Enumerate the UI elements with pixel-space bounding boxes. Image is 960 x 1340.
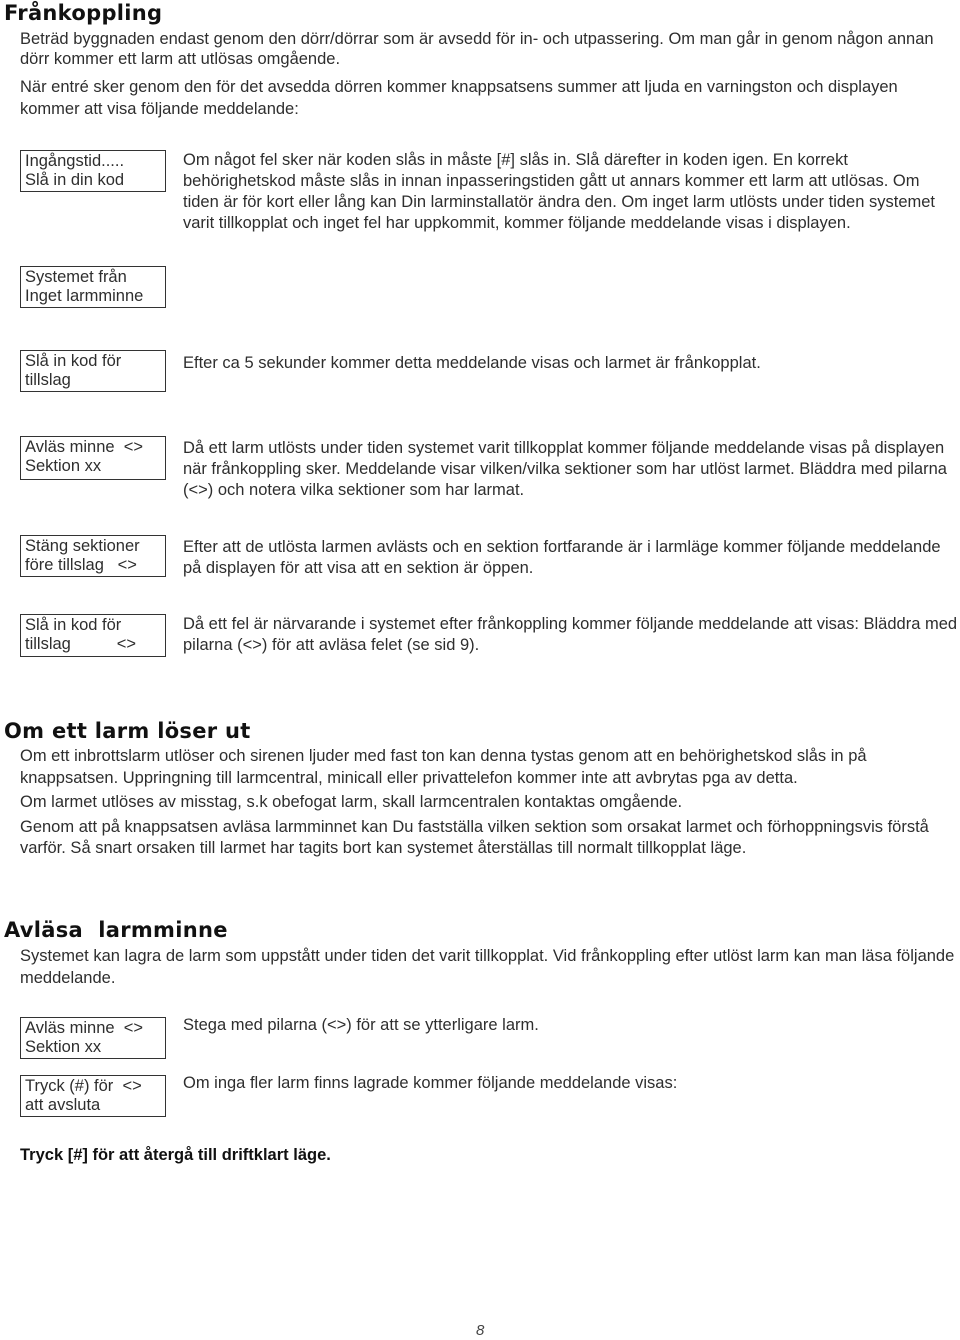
keypad-display-arm-code (20, 350, 166, 392)
keypad-display-close-sections (20, 535, 166, 577)
alarm-paragraph-1: Om ett inbrottslarm utlöser och sirenen ljuder med fast ton kan denna tystas genom att en behörighetskod slås in på knappsatsen. Uppringning till larmcentral, minicall eller privattelefon kommer inte att avbrytas pga av detta. (20, 747, 867, 787)
display-line-2: Inget larmminne (25, 286, 144, 305)
display-line-1: Tryck (#) för <> (25, 1077, 142, 1095)
alarm-paragraph-3: Genom att på knappsatsen avläsa larmminnet kan Du fastställa vilken sektion som orsakat larmet och förhoppningsvis förstå varför. Så snart orsaken till larmet har tagits bort kan systemet återställas till normalt tillkopplat läge. (20, 817, 929, 857)
description-arm-code: Efter ca 5 sekunder kommer detta meddelande visas och larmet är frånkopplat. (183, 354, 761, 372)
intro-paragraph-2: När entré sker genom den för det avsedda dörren kommer knappsatsens summer att ljuda en varningston och displayen kommer att visa följande meddelande: (20, 78, 898, 118)
keypad-display-press-hash (20, 1075, 166, 1117)
description-close-sections: Efter att de utlösta larmen avlästs och en sektion fortfarande är i larmläge kommer följande meddelande på displayen för att visa att en sektion är öppen. (183, 538, 941, 577)
display-line-1: Slå in kod för (25, 352, 122, 370)
description-no-more-alarms: Om inga fler larm finns lagrade kommer följande meddelande visas: (183, 1074, 678, 1092)
page-number: 8 (476, 1322, 485, 1339)
section-title-alarm-triggered: Om ett larm löser ut (4, 719, 251, 743)
read-memory-intro: Systemet kan lagra de larm som uppstått under tiden det varit tillkopplat. Vid frånkoppling efter utlöst larm kan man läsa följande meddelande. (20, 947, 955, 987)
display-line-1: Ingångstid..... (25, 152, 125, 170)
display-line-1: Systemet från (25, 268, 127, 286)
description-arm-code-arrows: Då ett fel är närvarande i systemet efter frånkoppling kommer följande meddelande att visas: Bläddra med pilarna (<>) för att avläsa felet (se sid 9). (183, 615, 958, 654)
description-step-arrows: Stega med pilarna (<>) för att se ytterligare larm. (183, 1016, 539, 1034)
display-line-2: Sektion xx (25, 456, 102, 475)
keypad-display-arm-code-arrows (20, 614, 166, 657)
description-read-memory: Då ett larm utlösts under tiden systemet varit tillkopplat kommer följande meddelande visas på displayen när frånkoppling sker. Meddelande visar vilken/vilka sektioner som har utlöst larmet. Bläddra med pilarna (<>) och notera vilka sektioner som har larmat. (183, 439, 947, 499)
section-title-read-alarm-memory: Avläsa larmminne (4, 918, 228, 942)
final-instruction: Tryck [#] för att återgå till driftklart läge. (20, 1146, 331, 1164)
intro-text (20, 30, 945, 120)
intro-paragraph-1: Beträd byggnaden endast genom den dörr/dörrar som är avsedd för in- och utpassering. Om man går in genom någon annan dörr kommer ett larm att utlösas omgående. (20, 30, 934, 68)
keypad-display-read-memory (20, 436, 166, 480)
display-line-1: Stäng sektioner (25, 537, 140, 555)
alarm-triggered-text (20, 746, 955, 860)
display-line-2: att avsluta (25, 1095, 101, 1114)
section-title-frankoppling: Frånkoppling (4, 1, 163, 25)
display-line-2: Sektion xx (25, 1037, 102, 1056)
keypad-display-memory (20, 1017, 166, 1059)
display-line-1: Avläs minne <> (25, 1019, 144, 1037)
description-entry: Om något fel sker när koden slås in måste [#] slås in. Slå därefter in koden igen. En korrekt behörighetskod måste slås in innan inpasseringstiden gått ut annars kommer ett larm att utlösas. Om tiden är för kort eller lång kan Din larminstallatör ändra den. Om inget larm utlösts under tiden systemet varit tillkopplat och inget fel har uppkommit, kommer följande meddelande visas i displayen. (183, 151, 936, 232)
display-line-2: tillslag <> (25, 634, 136, 653)
display-line-2: tillslag (25, 370, 71, 389)
display-line-2: före tillslag <> (25, 555, 137, 574)
keypad-display-system-off (20, 266, 166, 308)
display-line-2: Slå in din kod (25, 170, 125, 189)
display-line-1: Avläs minne <> (25, 438, 144, 456)
display-line-1: Slå in kod för (25, 616, 122, 634)
keypad-display-entry (20, 150, 166, 192)
alarm-paragraph-2: Om larmet utlöses av misstag, s.k obefogat larm, skall larmcentralen kontaktas omgående. (20, 793, 683, 811)
